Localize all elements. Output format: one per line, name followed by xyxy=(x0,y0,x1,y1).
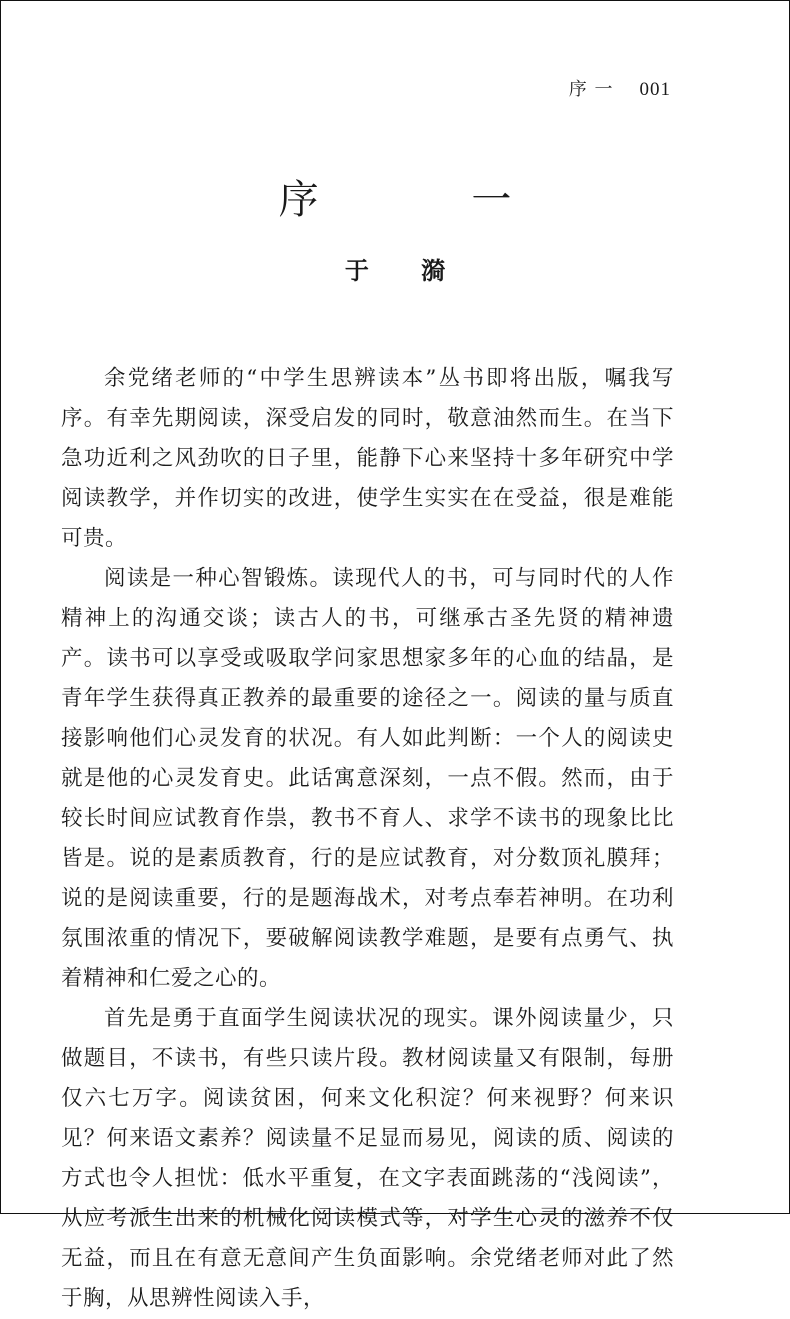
chapter-title: 序 一 xyxy=(278,176,582,223)
body-text xyxy=(61,359,674,1319)
author-name: 于 漪 xyxy=(344,256,468,285)
paragraph-2: 阅读是一种心智锻炼。读现代人的书，可与同时代的人作精神上的沟通交谈；读古人的书，可继承古圣先贤的精神遗产。读书可以享受或吸取学问家思想家多年的心血的结晶，是青年学生获得真正教养的最重要的途径之一。阅读的量与质直接影响他们心灵发育的状况。有人如此判断：一个人的阅读史就是他的心灵发育史。此话寓意深刻，一点不假。然而，由于较长时间应试教育作祟，教书不育人、求学不读书的现象比比皆是。说的是素质教育，行的是应试教育，对分数顶礼膜拜；说的是阅读重要，行的是题海战术，对考点奉若神明。在功利氛围浓重的情况下，要破解阅读教学难题，是要有点勇气、执着精神和仁爱之心的。 xyxy=(61,566,674,991)
running-head xyxy=(569,75,671,101)
running-head-chapter: 序 一 xyxy=(568,79,614,100)
page-number: 001 xyxy=(639,79,671,100)
paragraph-1: 余党绪老师的“中学生思辨读本”丛书即将出版，嘱我写序。有幸先期阅读，深受启发的同时，敬意油然而生。在当下急功近利之风劲吹的日子里，能静下心来坚持十多年研究中学阅读教学，并作切实的改进，使学生实实在在受益，很是难能可贵。 xyxy=(61,366,674,551)
paragraph-3: 首先是勇于直面学生阅读状况的现实。课外阅读量少，只做题目，不读书，有些只读片段。教材阅读量又有限制，每册仅六七万字。阅读贫困，何来文化积淀？何来视野？何来识见？何来语文素养？阅读量不足显而易见，阅读的质、阅读的方式也令人担忧：低水平重复，在文字表面跳荡的“浅阅读”，从应考派生出来的机械化阅读模式等，对学生心灵的滋养不仅无益，而且在有意无意间产生负面影响。余党绪老师对此了然于胸，从思辨性阅读入手， xyxy=(61,1006,674,1311)
